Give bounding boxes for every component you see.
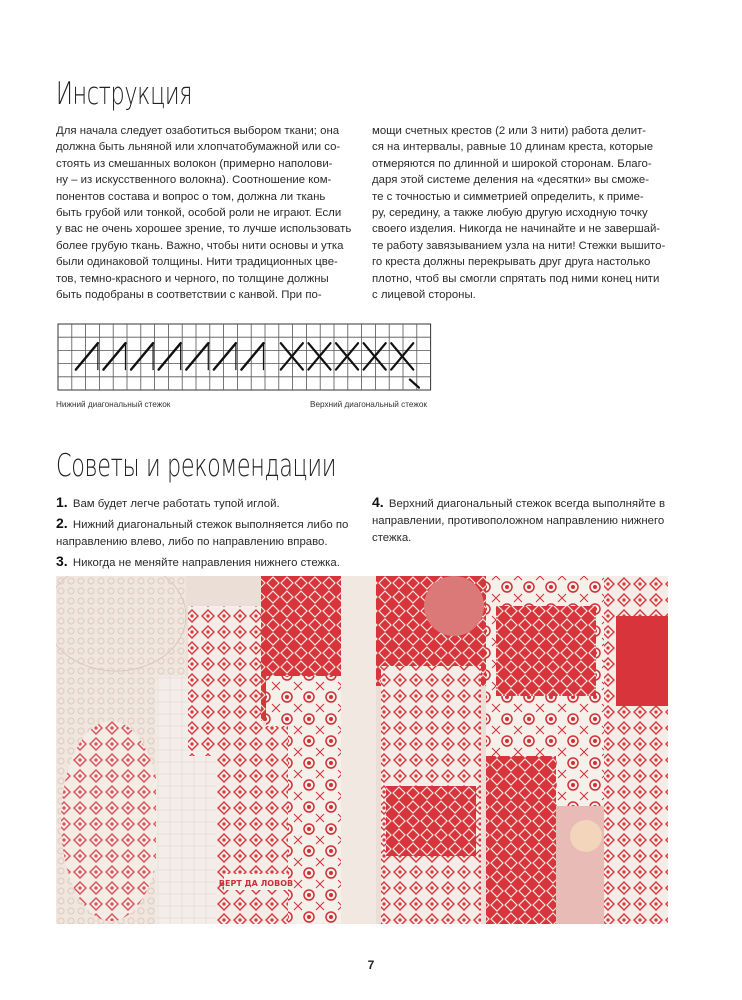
- tip-item: [56, 494, 366, 513]
- text-line: своего изделия. Никогда не начинайте и не завершай-: [372, 223, 661, 236]
- text-line: быть подобраны в соответствии с канвой. При по-: [56, 289, 322, 302]
- embroidered-towels-image: [56, 576, 668, 924]
- tip-number: 2.: [56, 515, 68, 531]
- tip-text: Вам будет легче работать тупой иглой.: [72, 498, 280, 510]
- text-line: ру, середину, а также любую другую исходную точку: [372, 207, 648, 220]
- text-line: у вас не очень хорошее зрение, то лучше использовать: [56, 223, 352, 236]
- text-line: отмеряются по длинной и широкой сторонам. Благо-: [372, 157, 652, 170]
- text-line: ну – из искусственного волокна). Соотношение ком-: [56, 174, 332, 187]
- text-line: плотно, чтоб вы смогли спрятать под ними конец нити: [372, 272, 660, 285]
- caption-upper-stitch: Верхний диагональный стежок: [310, 400, 427, 409]
- text-line: с лицевой стороны.: [372, 289, 476, 302]
- text-line: тов, темно-красного и черного, по толщине должны: [56, 272, 329, 285]
- text-line: те работу завязыванием узла на нити! Стежки вышито-: [372, 239, 666, 252]
- lower-diagonal-stitch: [159, 343, 181, 369]
- text-line: были одинаковой толщины. Нити традиционных цве-: [56, 256, 338, 269]
- text-line: го креста должны перекрывать друг друга настолько: [372, 256, 651, 269]
- photo-banner-text: ВЕРТ ДА ЛОВОВ: [218, 879, 294, 888]
- tip-number: 3.: [56, 553, 68, 569]
- tip-number: 1.: [56, 494, 68, 510]
- text-line: стоять из смешанных волокон (примерно наполови-: [56, 157, 333, 170]
- text-line: понентов состава и вопрос о том, должна ли ткань: [56, 190, 326, 203]
- caption-lower-stitch: Нижний диагональный стежок: [56, 400, 171, 409]
- tip-text: Нижний диагональный стежок выполняется либо по направлению влево, либо по направлению вправо.: [56, 519, 349, 548]
- lower-diagonal-stitch: [186, 343, 208, 369]
- lower-diagonal-stitch: [103, 343, 125, 369]
- section-title-instruction: Инструкция: [56, 76, 193, 112]
- page-number: 7: [367, 958, 375, 972]
- tip-text: Верхний диагональный стежок всегда выполняйте в направлении, противоположном направлению нижнего стежка.: [372, 498, 666, 544]
- tip-number: 4.: [372, 494, 384, 510]
- tips-column-left: [56, 494, 366, 574]
- text-line: мощи счетных крестов (2 или 3 нити) работа делит-: [372, 125, 647, 137]
- instruction-column-right: [372, 123, 670, 303]
- tip-item: [372, 494, 672, 547]
- lower-diagonal-stitch: [131, 343, 153, 369]
- lower-diagonal-stitch: [214, 343, 236, 369]
- tip-item: [56, 515, 366, 551]
- text-line: даря этой системе деления на «десятки» вы сможе-: [372, 174, 650, 187]
- text-line: те с точностью и симметрией определить, к приме-: [372, 190, 644, 203]
- text-line: Для начала следует озаботиться выбором ткани; она: [56, 125, 340, 137]
- stitch-diagram: [56, 320, 432, 410]
- tip-item: [56, 553, 366, 572]
- text-line: более грубую ткань. Важно, чтобы нити основы и утка: [56, 239, 344, 252]
- embroidery-photo: [56, 576, 668, 924]
- tips-column-right: [372, 494, 672, 549]
- lower-diagonal-stitch: [241, 343, 263, 369]
- instruction-column-left: [56, 123, 354, 303]
- text-line: ся на интервалы, равные 10 длинам креста, которые: [372, 141, 654, 154]
- section-title-tips: Советы и рекомендации: [56, 448, 337, 484]
- text-line: должна быть льняной или хлопчатобумажной или со-: [56, 141, 341, 154]
- lower-diagonal-stitch: [76, 343, 98, 369]
- needle-direction-arrow: [410, 380, 419, 388]
- tip-text: Никогда не меняйте направления нижнего стежка.: [72, 557, 340, 569]
- text-line: быть грубой или тонкой, особой роли не играют. Если: [56, 207, 342, 220]
